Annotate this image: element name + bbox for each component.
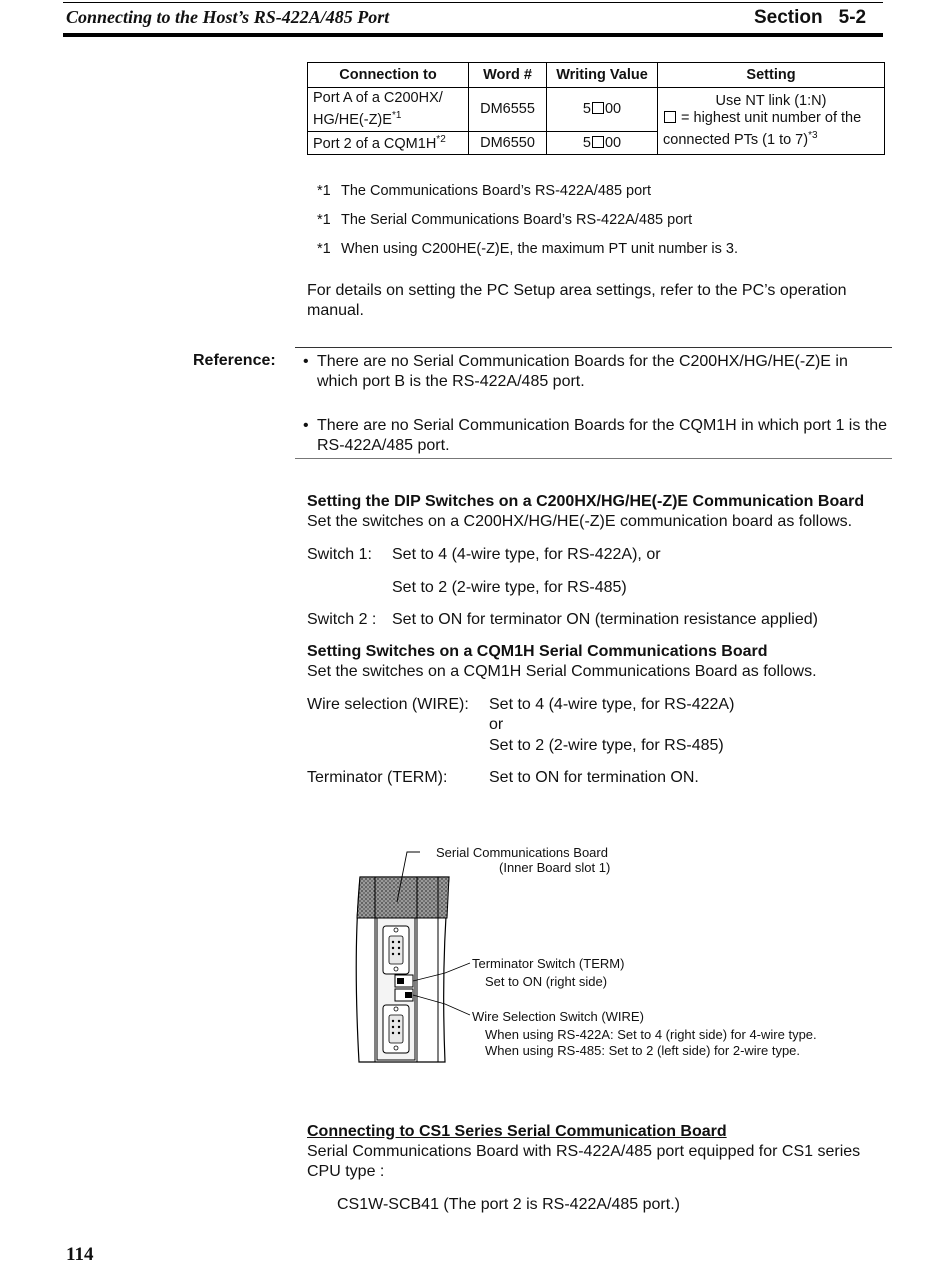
board-illustration	[345, 842, 485, 1067]
figure-label-wire-422: When using RS-422A: Set to 4 (right side) for 4-wire type.	[485, 1027, 817, 1042]
figure-label-wire: Wire Selection Switch (WIRE)	[472, 1009, 644, 1024]
section-number: 5-2	[838, 7, 867, 28]
figure-label-wire-485: When using RS-485: Set to 2 (left side) for 2-wire type.	[485, 1043, 801, 1058]
table-row	[308, 88, 885, 132]
placeholder-box-icon	[592, 136, 604, 148]
table-header-cell: Connection to	[308, 63, 469, 88]
table-cell-word: DM6550	[469, 131, 547, 154]
table-cell-value: 5 00	[547, 131, 658, 154]
table-cell-setting: Use NT link (1:N) = highest unit number of the connected PTs (1 to 7)$^{*3}$	[658, 88, 885, 155]
reference-bullet: • There are no Serial Communication Boards for the C200HX/HG/HE(-Z)E in which port B is the RS-422A/485 port.	[303, 353, 848, 390]
table-cell-value: 5 00	[547, 88, 658, 132]
table-header-row	[308, 63, 885, 88]
wire-option-a: Set to 4 (4-wire type, for RS-422A)	[489, 696, 735, 713]
table-cell-word: DM6555	[469, 88, 547, 132]
cqm-intro: Set the switches on a CQM1H Serial Communications Board as follows.	[307, 663, 817, 680]
footnote: *1 When using C200HE(-Z)E, the maximum PT unit number is 3.	[317, 241, 739, 257]
header-rule	[63, 33, 883, 37]
footnote: *1 The Serial Communications Board’s RS-422A/485 port	[317, 212, 693, 228]
placeholder-box-icon	[664, 111, 676, 123]
dip-intro: Set the switches on a C200HX/HG/HE(-Z)E communication board as follows.	[307, 513, 853, 530]
table-cell-connection: Port 2 of a $CQM1H^{*2}$	[308, 131, 469, 154]
table-header-cell: Writing Value	[547, 63, 658, 88]
figure-label-term-setting: Set to ON (right side)	[485, 974, 608, 989]
figure-label-term: Terminator Switch (TERM)	[472, 956, 625, 971]
cs1-heading: Connecting to CS1 Series Serial Communication Board	[307, 1123, 727, 1140]
wire-option-b: Set to 2 (2-wire type, for RS-485)	[489, 737, 724, 754]
bullet-icon: •	[303, 353, 309, 370]
running-header-section	[754, 7, 866, 29]
term-label: Terminator (TERM):	[307, 769, 448, 786]
term-setting: Set to ON for termination ON.	[489, 769, 699, 786]
figure-label-slot: (Inner Board slot 1)	[499, 860, 611, 875]
reference-top-rule	[295, 347, 892, 348]
pc-setup-paragraph: For details on setting the PC Setup area settings, refer to the PC’s operation manual.	[307, 282, 847, 319]
table-header-cell: Setting	[658, 63, 885, 88]
reference-bottom-rule	[295, 458, 892, 459]
bullet-icon: •	[303, 417, 309, 434]
table-cell-connection: Port A of a C200HX/ $HG/HE(-Z)E^{*1}$	[308, 88, 469, 132]
dip-heading: Setting the DIP Switches on a C200HX/HG/HE(-Z)E Communication Board	[307, 493, 865, 510]
footnote: *1 The Communications Board’s RS-422A/485 port	[317, 183, 652, 199]
connection-table	[307, 62, 885, 155]
wire-label: Wire selection (WIRE):	[307, 696, 469, 713]
running-header-title: Connecting to the Host’s RS-422A/485 Port	[66, 7, 390, 27]
cs1-model: CS1W-SCB41 (The port 2 is RS-422A/485 port.)	[337, 1196, 680, 1213]
reference-bullet: • There are no Serial Communication Boards for the CQM1H in which port 1 is the RS-422A/485 port.	[303, 417, 888, 454]
switch2-setting: Set to ON for terminator ON (termination resistance applied)	[392, 611, 818, 628]
table-header-cell: Word #	[469, 63, 547, 88]
wire-or: or	[489, 716, 504, 733]
switch1-label: Switch 1:	[307, 546, 372, 563]
page-number: 114	[66, 1244, 94, 1265]
placeholder-box-icon	[592, 102, 604, 114]
reference-label: Reference:	[193, 352, 276, 369]
switch2-label: Switch 2 :	[307, 611, 377, 628]
header-top-rule	[63, 2, 883, 3]
figure-label-board: Serial Communications Board	[436, 845, 608, 860]
cs1-paragraph: Serial Communications Board with RS-422A/485 port equipped for CS1 series CPU type :	[307, 1143, 861, 1180]
switch1-option-b: Set to 2 (2-wire type, for RS-485)	[392, 579, 627, 596]
cqm-heading: Setting Switches on a CQM1H Serial Communications Board	[307, 643, 768, 660]
section-label: Section	[754, 7, 823, 28]
switch1-option-a: Set to 4 (4-wire type, for RS-422A), or	[392, 546, 661, 563]
